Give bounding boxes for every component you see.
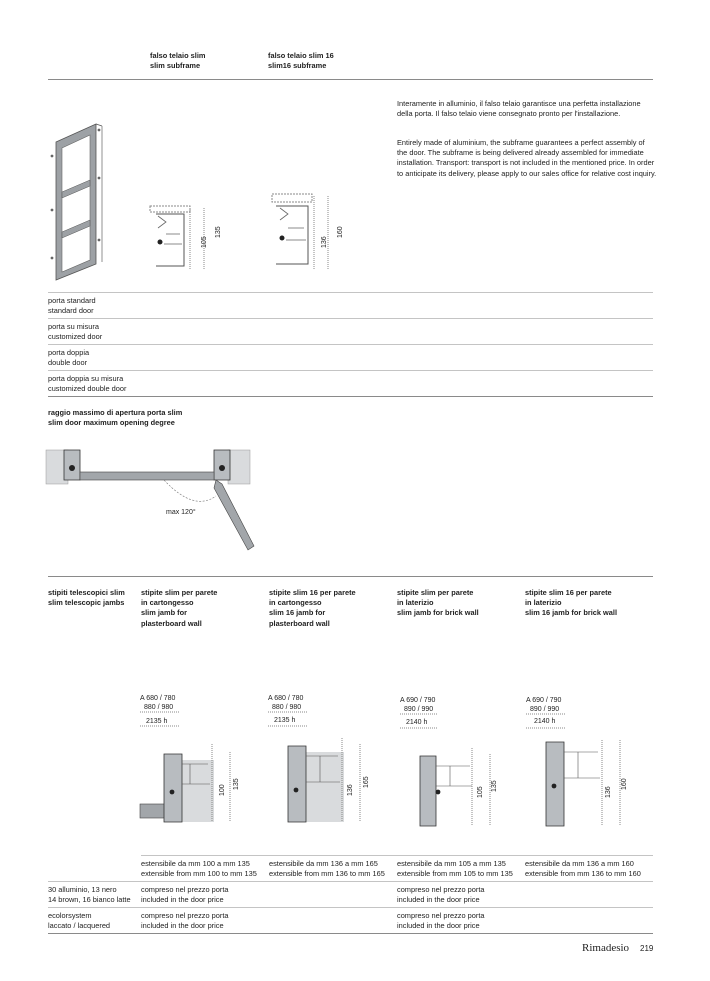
jamb-title-line: in cartongesso — [269, 598, 322, 608]
jamb-dim2: 890 / 990 — [404, 706, 434, 713]
jamb-dim-v1: 136 — [347, 784, 354, 796]
jambs-label — [48, 588, 125, 608]
opening-title-en: slim door maximum opening degree — [48, 418, 175, 428]
row-divider — [48, 318, 653, 319]
finish-label-line: ecolorsystem — [48, 911, 92, 920]
header-col2-it: falso telaio slim 16 — [268, 51, 334, 60]
header-col2-en: slim16 subframe — [268, 61, 327, 71]
jamb-drawing-slim16-plasterboard — [266, 692, 388, 832]
jamb-dim1: A 690 / 790 — [400, 697, 436, 704]
finish-row-label — [48, 885, 131, 905]
jamb-drawing-slim-brick — [394, 692, 516, 832]
row-divider — [48, 370, 653, 371]
jamb-title-line: slim jamb for — [141, 608, 187, 618]
opening-title-it: raggio massimo di apertura porta slim — [48, 408, 183, 417]
finish-label-line: laccato / lacquered — [48, 921, 111, 931]
door-type-it: porta su misura — [48, 322, 99, 331]
finish-price-it: compreso nel prezzo porta — [141, 885, 229, 894]
door-type-en: standard door — [48, 306, 94, 316]
jamb-dim3: 2135 h — [274, 717, 296, 724]
brand-logo: Rimadesio — [582, 942, 630, 954]
jamb-column-title — [397, 588, 479, 619]
slim16-subframe-dim-a: 136 — [321, 236, 328, 248]
jamb-extension-it: estensibile da mm 136 a mm 160 — [525, 859, 634, 868]
opening-title — [48, 408, 182, 428]
jamb-extension-en: extensible from mm 100 to mm 135 — [141, 869, 257, 879]
header-col1-en: slim subframe — [150, 61, 201, 71]
jamb-dim3: 2135 h — [146, 718, 168, 725]
slim-subframe-dim-b: 135 — [215, 226, 222, 238]
opening-angle-label: max 120° — [166, 509, 196, 516]
finish-price-cell — [141, 885, 229, 905]
jamb-extension-it: estensibile da mm 105 a mm 135 — [397, 859, 506, 868]
jamb-drawing-slim-plasterboard — [138, 692, 260, 832]
jambs-label-en: slim telescopic jambs — [48, 598, 125, 608]
jamb-title-line: in cartongesso — [141, 598, 194, 608]
jamb-drawing-slim16-brick — [522, 692, 644, 832]
door-type-it: porta doppia su misura — [48, 374, 124, 383]
jamb-dim-v1: 136 — [605, 786, 612, 798]
jamb-dim1: A 680 / 780 — [140, 695, 176, 702]
door-type-row — [48, 374, 126, 394]
jamb-dim-v1: 105 — [477, 786, 484, 798]
jamb-dim1: A 680 / 780 — [268, 695, 304, 702]
jamb-dim3: 2140 h — [534, 718, 556, 725]
door-type-row — [48, 348, 89, 368]
door-type-en: customized door — [48, 332, 103, 342]
door-types-bottom-divider — [48, 396, 653, 397]
finish-row-divider — [48, 907, 653, 908]
opening-degree-diagram — [44, 440, 264, 560]
door-type-en: customized double door — [48, 384, 127, 394]
jamb-title-line: stipite slim per parete — [141, 588, 218, 597]
jamb-extension-en: extensible from mm 136 to mm 160 — [525, 869, 641, 879]
jamb-title-line: stipite slim 16 per parete — [269, 588, 356, 597]
jamb-extension — [525, 859, 641, 879]
finish-bottom-divider — [48, 933, 653, 934]
finish-row-divider — [48, 881, 653, 882]
door-type-en: double door — [48, 358, 88, 368]
door-type-row — [48, 322, 102, 342]
jamb-dim1: A 690 / 790 — [526, 697, 562, 704]
door-type-it: porta doppia — [48, 348, 90, 357]
jamb-dim-v2: 135 — [491, 780, 498, 792]
description-it: Interamente in alluminio, il falso telaio garantisce una perfetta installazione della porta. Il falso telaio viene consegnato pronto per l'installazione. — [397, 99, 641, 119]
jamb-dim2: 880 / 980 — [144, 704, 174, 711]
slim-subframe-section — [146, 204, 236, 276]
jamb-extension-en: extensible from mm 136 to mm 165 — [269, 869, 385, 879]
jamb-extension-it: estensibile da mm 100 a mm 135 — [141, 859, 250, 868]
extensible-top-divider — [141, 855, 653, 856]
jamb-dim2: 880 / 980 — [272, 704, 302, 711]
page-number: 219 — [640, 944, 654, 953]
jamb-title-line: stipite slim per parete — [397, 588, 474, 597]
jamb-title-line: slim 16 jamb for — [269, 608, 326, 618]
jamb-dim3: 2140 h — [406, 719, 428, 726]
jamb-title-line: in laterizio — [397, 598, 434, 608]
jambs-top-divider — [48, 576, 653, 577]
slim16-subframe-dim-b: 160 — [337, 226, 344, 238]
jambs-label-it: stipiti telescopici slim — [48, 588, 125, 597]
jamb-dim-v2: 160 — [621, 778, 628, 790]
finish-price-en: included in the door price — [397, 895, 480, 905]
jamb-dim2: 890 / 990 — [530, 706, 560, 713]
finish-price-en: included in the door price — [141, 921, 224, 931]
jamb-column-title — [269, 588, 356, 629]
slim-subframe-dim-a: 105 — [201, 236, 208, 248]
finish-price-cell — [397, 885, 485, 905]
jamb-extension — [269, 859, 385, 879]
finish-price-it: compreso nel prezzo porta — [141, 911, 229, 920]
slim16-subframe-section — [266, 192, 361, 272]
jamb-column-title — [525, 588, 617, 619]
finish-price-cell — [397, 911, 485, 931]
jamb-title-line: slim jamb for brick wall — [397, 608, 479, 618]
jamb-title-line: plasterboard wall — [269, 618, 330, 628]
finish-label-line: 14 brown, 16 bianco latte — [48, 895, 131, 905]
jamb-title-line: slim 16 jamb for brick wall — [525, 608, 618, 618]
subframe-frame-illustration — [40, 112, 120, 282]
jamb-extension — [141, 859, 257, 879]
finish-price-en: included in the door price — [141, 895, 224, 905]
jamb-title-line: in laterizio — [525, 598, 562, 608]
header-col1-it: falso telaio slim — [150, 51, 206, 60]
header-col-slim16-subframe — [268, 51, 334, 71]
jamb-extension-en: extensible from mm 105 to mm 135 — [397, 869, 513, 879]
jamb-dim-v2: 135 — [233, 778, 240, 790]
jamb-dim-v2: 165 — [363, 776, 370, 788]
finish-row-label — [48, 911, 110, 931]
jamb-extension-it: estensibile da mm 136 a mm 165 — [269, 859, 378, 868]
door-type-it: porta standard — [48, 296, 96, 305]
door-type-row — [48, 296, 96, 316]
finish-price-en: included in the door price — [397, 921, 480, 931]
finish-price-cell — [141, 911, 229, 931]
header-col-slim-subframe — [150, 51, 205, 71]
jamb-title-line: stipite slim 16 per parete — [525, 588, 612, 597]
finish-label-line: 30 alluminio, 13 nero — [48, 885, 117, 894]
header-divider — [48, 79, 653, 80]
description-en: Entirely made of aluminium, the subframe guarantees a perfect assembly of the door. The subframe is being delivered already assembled for immediate installation. Transport: transport is not included in the mentioned price. In order to anticipate its delivery, please apply to our sales office for relative cost inquiry. — [397, 138, 657, 178]
jamb-dim-v1: 100 — [219, 784, 226, 796]
jamb-column-title — [141, 588, 217, 629]
row-divider — [48, 344, 653, 345]
jamb-extension — [397, 859, 513, 879]
finish-price-it: compreso nel prezzo porta — [397, 885, 485, 894]
finish-price-it: compreso nel prezzo porta — [397, 911, 485, 920]
door-types-top-divider — [48, 292, 653, 293]
jamb-title-line: plasterboard wall — [141, 618, 202, 628]
